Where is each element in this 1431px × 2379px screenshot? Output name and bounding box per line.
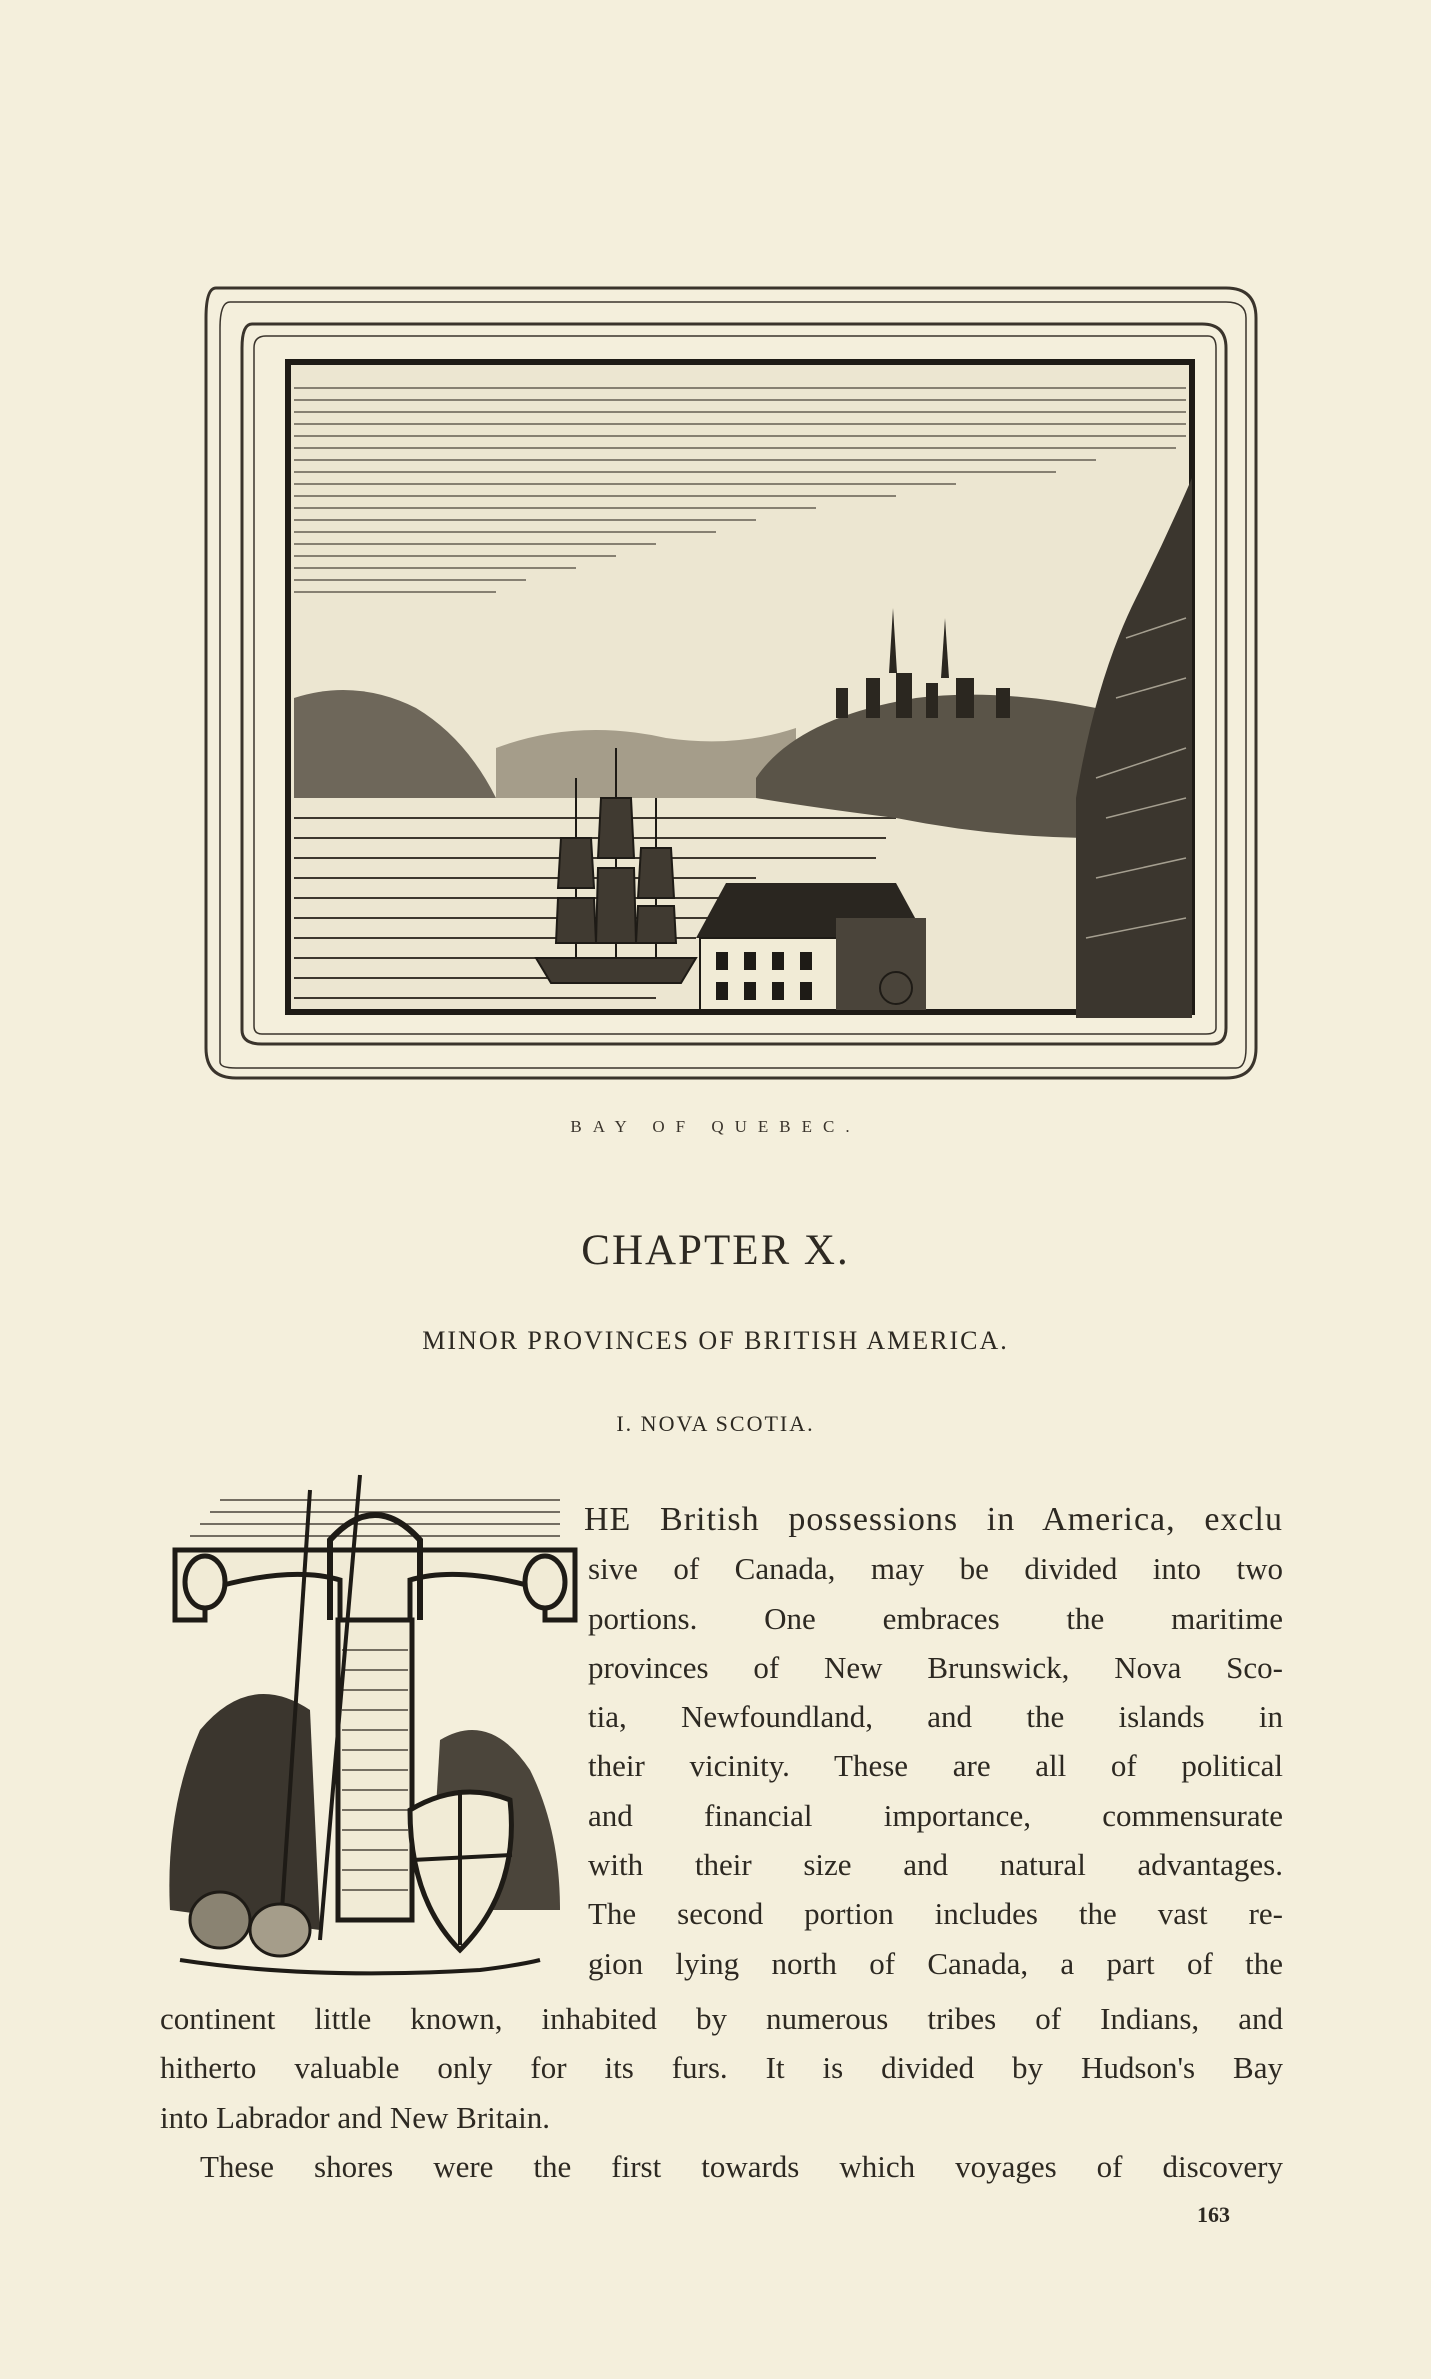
text-line: with their size and natural advantages.	[588, 1847, 1283, 1883]
engraving-illustration	[196, 278, 1276, 1090]
text-line: continent little known, inhabited by numerous tribes of Indians, and	[160, 2001, 1283, 2036]
chapter-subtitle: MINOR PROVINCES OF BRITISH AMERICA.	[422, 1326, 1009, 1355]
text-line: hitherto valuable only for its furs. It is divided by Hudson's Bay	[160, 2050, 1283, 2086]
section-heading: I. NOVA SCOTIA.	[616, 1411, 815, 1436]
drop-cap-illustration	[160, 1470, 590, 1990]
paragraph-full-width	[160, 1994, 1283, 2191]
text-line: gion lying north of Canada, a part of the	[588, 1945, 1283, 1981]
text-line: provinces of New Brunswick, Nova Sco-	[588, 1649, 1283, 1685]
text-line: portions. One embraces the maritime	[588, 1600, 1283, 1636]
text-line: into Labrador and New Britain.	[160, 2099, 550, 2135]
text-line: sive of Canada, may be divided into two	[588, 1551, 1283, 1587]
text-line: HE British possessions in America, exclu	[584, 1501, 1283, 1538]
plate-caption: BAY OF QUEBEC.	[570, 1117, 861, 1136]
page-number: 163	[1197, 2202, 1230, 2227]
engraving-bay-of-quebec	[196, 278, 1276, 1090]
text-line: their vicinity. These are all of political	[588, 1748, 1283, 1784]
text-line: tia, Newfoundland, and the islands in	[588, 1699, 1283, 1735]
decorated-initial-t	[160, 1470, 590, 1990]
paragraph-wrapped	[584, 1495, 1283, 1988]
text-line: These shores were the first towards which voyages of discovery	[200, 2148, 1283, 2184]
text-line: and financial importance, commensurate	[588, 1797, 1283, 1833]
chapter-title: CHAPTER X.	[581, 1227, 850, 1274]
text-line: The second portion includes the vast re-	[588, 1896, 1283, 1932]
